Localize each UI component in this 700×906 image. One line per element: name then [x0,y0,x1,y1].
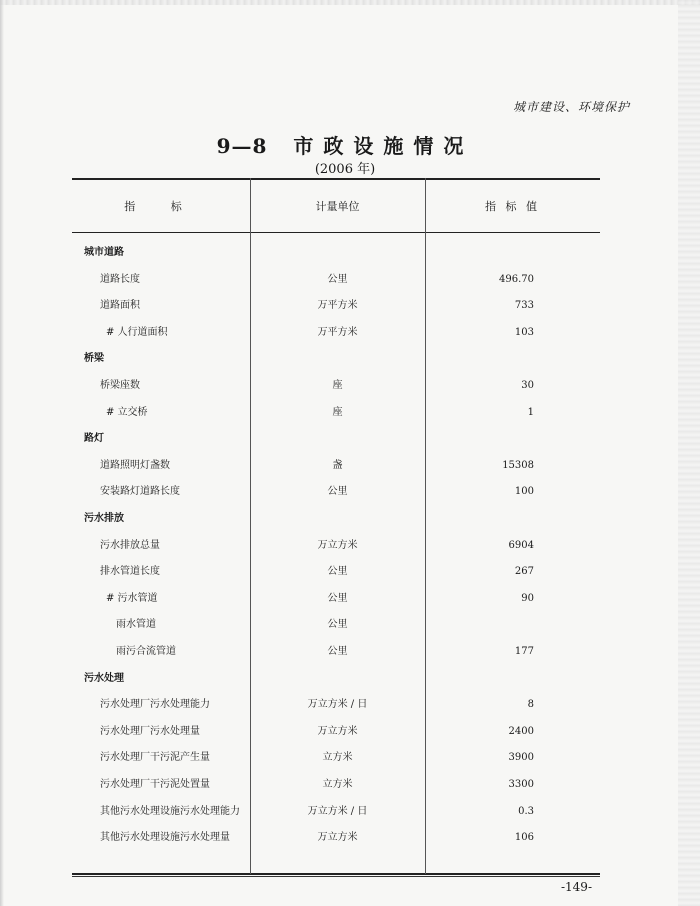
indicator-cell: 路灯 [84,433,104,445]
table-category-row [72,431,600,447]
value-cell: 106 [514,832,534,844]
unit-cell: 公里 [327,592,348,604]
value-cell: 733 [514,300,534,312]
page-number: -149- [560,880,592,894]
table-row [72,272,600,288]
indicator-cell: # 立交桥 [106,406,148,418]
table-row [72,458,600,474]
table-top-rule [72,178,600,180]
table-row [72,777,600,793]
indicator-cell: 污水排放总量 [100,539,160,551]
unit-cell: 万立方米 [317,725,358,737]
table-row [72,298,600,314]
indicator-cell: 污水排放 [84,513,124,524]
unit-cell: 立方米 [322,779,353,790]
value-cell: 30 [521,380,534,391]
header-value: 指 标 值 [485,200,540,213]
unit-cell: 公里 [327,566,348,578]
indicator-cell: 其他污水处理设施污水处理能力 [100,805,240,817]
value-cell: 8 [527,699,534,711]
table-row [72,617,600,633]
table-header-rule [72,232,600,233]
table-category-row [72,671,600,687]
unit-cell: 盏 [332,459,343,471]
indicator-cell: # 人行道面积 [106,326,168,338]
table-row [72,591,600,607]
table-row [72,804,600,820]
unit-cell: 座 [332,406,343,418]
value-cell: 103 [514,326,534,338]
indicator-cell: 排水管道长度 [100,566,160,578]
table-number: 9—8 [216,134,268,158]
table-row [72,724,600,740]
data-table [72,178,600,874]
table-category-row [72,245,600,261]
value-cell: 267 [514,566,534,578]
indicator-cell: 道路照明灯盏数 [100,459,170,471]
indicator-cell: 污水处理厂干污泥产生量 [100,752,210,764]
unit-cell: 万立方米 / 日 [307,805,368,817]
value-cell: 15308 [502,459,534,471]
table-row [72,830,600,846]
scan-edge-top [0,0,700,5]
unit-cell: 万立方米 [317,539,358,551]
table-bottom-rule [72,873,600,875]
table-row [72,484,600,500]
table-year: (2006 年) [314,162,376,177]
indicator-cell: 雨水管道 [116,619,156,631]
value-cell: 90 [521,592,534,604]
value-cell: 0.3 [518,805,534,817]
unit-cell: 座 [332,380,343,391]
unit-cell: 立方米 [322,752,353,764]
table-row [72,538,600,554]
value-cell: 3300 [508,779,534,790]
section-header: 城市建设、环境保护 [512,100,630,114]
unit-cell: 万平方米 [317,326,358,338]
table-row [72,697,600,713]
unit-cell: 公里 [327,273,348,285]
table-category-row [72,511,600,527]
indicator-cell: 污水处理厂干污泥处置量 [100,779,210,790]
indicator-cell: 道路长度 [100,273,140,285]
table-name: 市政设施情况 [293,134,474,158]
indicator-cell: 其他污水处理设施污水处理量 [100,832,230,844]
indicator-cell: 污水处理厂污水处理量 [100,725,200,737]
value-cell: 6904 [508,539,534,551]
table-row [72,750,600,766]
indicator-cell: 污水处理厂污水处理能力 [100,699,210,711]
table-category-row [72,351,600,367]
indicator-cell: 桥梁座数 [100,380,140,391]
unit-cell: 万平方米 [317,300,358,312]
indicator-cell: 桥梁 [84,353,104,365]
value-cell: 2400 [508,725,534,737]
value-cell: 177 [514,646,534,657]
unit-cell: 公里 [327,619,348,631]
indicator-cell: 雨污合流管道 [116,646,176,657]
indicator-cell: 安装路灯道路长度 [100,486,180,498]
indicator-cell: 城市道路 [84,247,124,258]
table-row [72,564,600,580]
table-row [72,644,600,660]
table-row [72,378,600,394]
indicator-cell: # 污水管道 [106,592,158,604]
unit-cell: 万立方米 [317,832,358,844]
value-cell: 1 [527,406,534,418]
table-row [72,325,600,341]
table-row [72,405,600,421]
indicator-cell: 污水处理 [84,672,124,684]
unit-cell: 万立方米 / 日 [307,699,368,711]
indicator-cell: 道路面积 [100,300,140,312]
value-cell: 3900 [508,752,534,764]
value-cell: 496.70 [499,273,534,285]
page-title [0,130,690,159]
header-unit: 计量单位 [315,200,360,213]
value-cell: 100 [514,486,534,498]
header-indicator: 指 标 [124,200,198,213]
unit-cell: 公里 [327,486,348,498]
unit-cell: 公里 [327,646,348,657]
footer-rule [72,876,600,877]
